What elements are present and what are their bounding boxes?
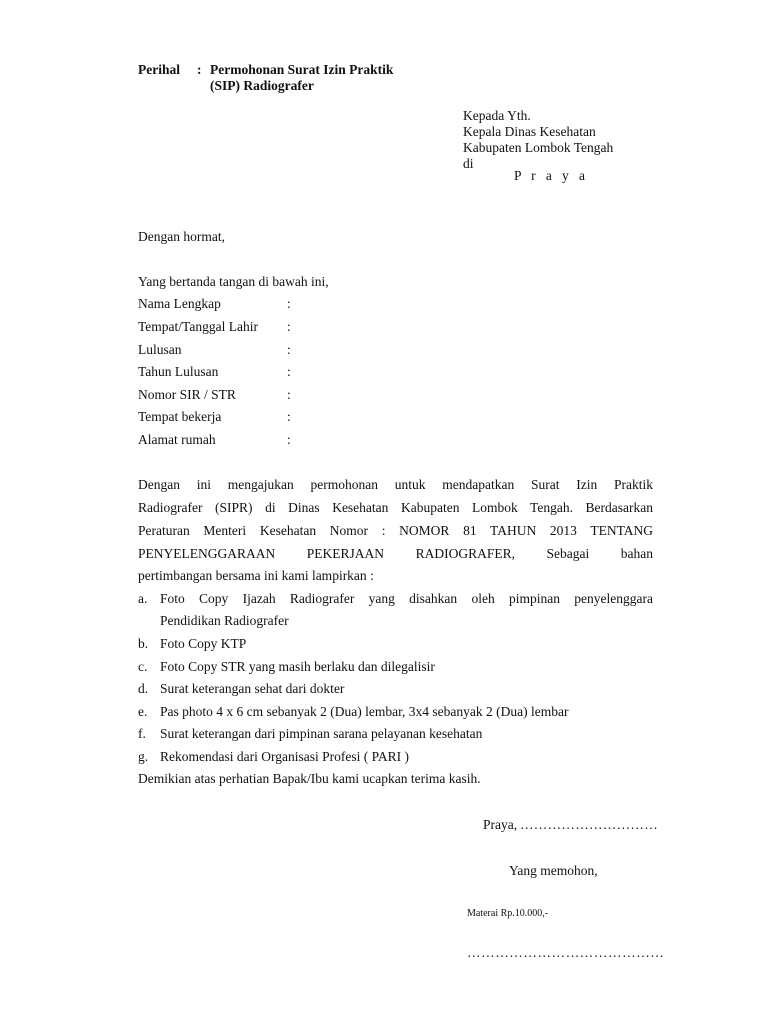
field-label-tempat-tanggal-lahir: Tempat/Tanggal Lahir (138, 319, 258, 334)
recipient-city: P r a y a (514, 168, 589, 183)
field-label-tahun-lulusan: Tahun Lulusan (138, 364, 219, 379)
list-marker: d. (138, 681, 149, 696)
subject-title-line-2: (SIP) Radiografer (210, 78, 314, 93)
field-label-tempat-bekerja: Tempat bekerja (138, 409, 222, 424)
signature-applicant-label: Yang memohon, (509, 863, 598, 878)
greeting: Dengan hormat, (138, 229, 225, 244)
list-marker: b. (138, 636, 149, 651)
field-label-lulusan: Lulusan (138, 342, 182, 357)
list-item: Foto Copy STR yang masih berlaku dan dilegalisir (160, 659, 435, 674)
signature-place: Praya, (483, 817, 518, 832)
paragraph-line: Radiografer (SIPR) di Dinas Kesehatan Kabupaten Lombok Tengah. Berdasarkan (138, 500, 653, 515)
list-marker: c. (138, 659, 148, 674)
field-label-alamat-rumah: Alamat rumah (138, 432, 216, 447)
recipient-title: Kepala Dinas Kesehatan (463, 124, 596, 139)
list-marker: a. (138, 591, 148, 606)
field-colon: : (287, 296, 291, 311)
paragraph-line: PENYELENGGARAAN PEKERJAAN RADIOGRAFER, Sebagai bahan (138, 546, 653, 561)
field-colon: : (287, 319, 291, 334)
list-item: Pas photo 4 x 6 cm sebanyak 2 (Dua) lembar, 3x4 sebanyak 2 (Dua) lembar (160, 704, 569, 719)
list-marker: f. (138, 726, 146, 741)
field-colon: : (287, 364, 291, 379)
recipient-region: Kabupaten Lombok Tengah (463, 140, 614, 155)
recipient-di: di (463, 156, 474, 171)
field-colon: : (287, 342, 291, 357)
list-item: Foto Copy KTP (160, 636, 247, 651)
list-item: Surat keterangan dari pimpinan sarana pelayanan kesehatan (160, 726, 483, 741)
list-item: Surat keterangan sehat dari dokter (160, 681, 345, 696)
closing-text: Demikian atas perhatian Bapak/Ibu kami ucapkan terima kasih. (138, 771, 481, 786)
signature-name-blank: …………………………………… (467, 945, 665, 960)
subject-title-line-1: Permohonan Surat Izin Praktik (210, 62, 394, 77)
signature-date-blank: ………………………… (520, 817, 658, 832)
field-label-nomor-sir-str: Nomor SIR / STR (138, 387, 236, 402)
field-colon: : (287, 432, 291, 447)
list-marker: g. (138, 749, 149, 764)
field-colon: : (287, 387, 291, 402)
list-item-continuation: Pendidikan Radiografer (160, 613, 289, 628)
paragraph-line: Peraturan Menteri Kesehatan Nomor : NOMOR 81 TAHUN 2013 TENTANG (138, 523, 653, 538)
stamp-duty-note: Materai Rp.10.000,- (467, 908, 549, 919)
field-colon: : (287, 409, 291, 424)
paragraph-line: Dengan ini mengajukan permohonan untuk mendapatkan Surat Izin Praktik (138, 477, 653, 492)
list-marker: e. (138, 704, 148, 719)
paragraph-line: pertimbangan bersama ini kami lampirkan : (138, 568, 374, 583)
list-item: Foto Copy Ijazah Radiografer yang disahkan oleh pimpinan penyelenggara (160, 591, 653, 606)
field-label-nama-lengkap: Nama Lengkap (138, 296, 221, 311)
subject-colon: : (197, 62, 202, 77)
intro-text: Yang bertanda tangan di bawah ini, (138, 274, 329, 289)
recipient-salutation: Kepada Yth. (463, 108, 531, 123)
subject-label: Perihal (138, 62, 180, 77)
list-item: Rekomendasi dari Organisasi Profesi ( PARI ) (160, 749, 409, 764)
